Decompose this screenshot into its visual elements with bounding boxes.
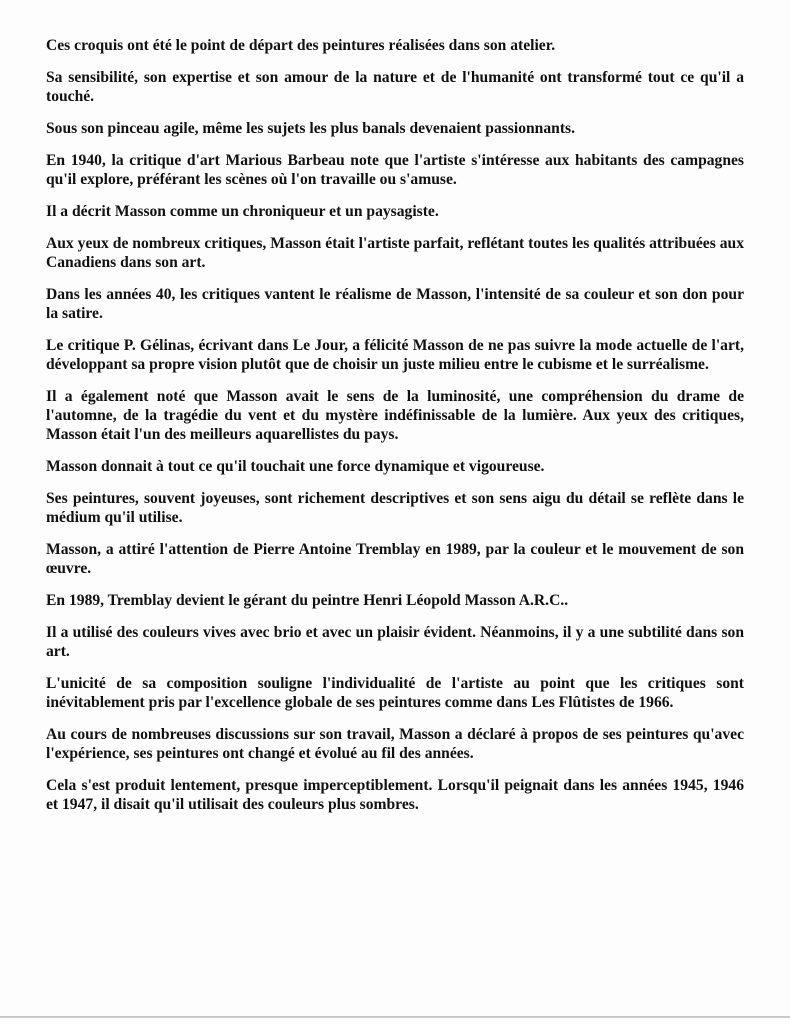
paragraph-5: Il a décrit Masson comme un chroniqueur et un paysagiste. bbox=[46, 203, 439, 220]
paragraph-6: Aux yeux de nombreux critiques, Masson était l'artiste parfait, reflétant toutes les qualités attribuées aux Canadiens dans son art. bbox=[46, 235, 744, 271]
text-column bbox=[46, 36, 744, 827]
paragraph-7: Dans les années 40, les critiques vantent le réalisme de Masson, l'intensité de sa couleur et son don pour la satire. bbox=[46, 286, 744, 322]
paragraph-13: En 1989, Tremblay devient le gérant du peintre Henri Léopold Masson A.R.C.. bbox=[46, 592, 569, 609]
paragraph-2: Sa sensibilité, son expertise et son amour de la nature et de l'humanité ont transformé tout ce qu'il a touché. bbox=[46, 69, 744, 105]
paragraph-8: Le critique P. Gélinas, écrivant dans Le Jour, a félicité Masson de ne pas suivre la mode actuelle de l'art, développant sa propre vision plutôt que de choisir un juste milieu entre le cubisme et le surréalisme. bbox=[46, 337, 744, 373]
paragraph-17: Cela s'est produit lentement, presque imperceptiblement. Lorsqu'il peignait dans les années 1945, 1946 et 1947, il disait qu'il utilisait des couleurs plus sombres. bbox=[46, 777, 744, 813]
paragraph-1: Ces croquis ont été le point de départ des peintures réalisées dans son atelier. bbox=[46, 37, 556, 54]
paragraph-12: Masson, a attiré l'attention de Pierre Antoine Tremblay en 1989, par la couleur et le mouvement de son œuvre. bbox=[46, 541, 744, 577]
paragraph-16: Au cours de nombreuses discussions sur son travail, Masson a déclaré à propos de ses peintures qu'avec l'expérience, ses peintures ont changé et évolué au fil des années. bbox=[46, 726, 744, 762]
paragraph-3: Sous son pinceau agile, même les sujets les plus banals devenaient passionnants. bbox=[46, 120, 575, 137]
paragraph-14: Il a utilisé des couleurs vives avec brio et avec un plaisir évident. Néanmoins, il y a une subtilité dans son art. bbox=[46, 624, 744, 660]
paragraph-11: Ses peintures, souvent joyeuses, sont richement descriptives et son sens aigu du détail se reflète dans le médium qu'il utilise. bbox=[46, 490, 744, 526]
bottom-edge-rule bbox=[0, 1016, 790, 1018]
paragraph-10: Masson donnait à tout ce qu'il touchait une force dynamique et vigoureuse. bbox=[46, 458, 545, 475]
paragraph-15: L'unicité de sa composition souligne l'individualité de l'artiste au point que les critiques sont inévitablement pris par l'excellence globale de ses peintures comme dans Les Flûtistes de 1966. bbox=[46, 675, 744, 711]
paragraph-9: Il a également noté que Masson avait le sens de la luminosité, une compréhension du drame de l'automne, de la tragédie du vent et du mystère indéfinissable de la lumière. Aux yeux des critiques, Masson était l'un des meilleurs aquarellistes du pays. bbox=[46, 388, 744, 443]
paragraph-4: En 1940, la critique d'art Marious Barbeau note que l'artiste s'intéresse aux habitants des campagnes qu'il explore, préférant les scènes où l'on travaille ou s'amuse. bbox=[46, 152, 744, 188]
